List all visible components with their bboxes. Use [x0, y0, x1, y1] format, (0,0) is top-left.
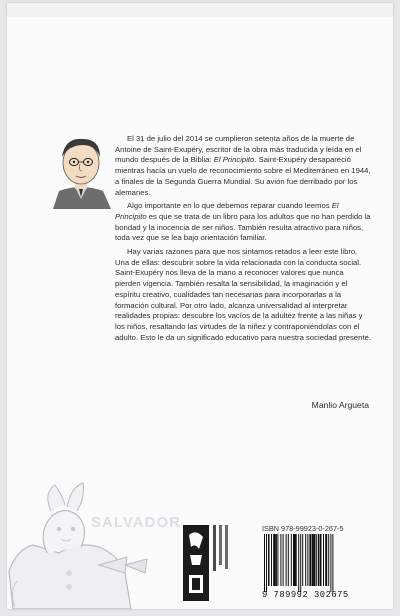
back-cover-text [115, 134, 371, 346]
book-title-italic: El Principito [115, 201, 339, 221]
isbn-label: ISBN 978-99923-0-267-5 [262, 524, 344, 533]
publisher-caption-lines [213, 525, 253, 595]
barcode-bar [277, 534, 278, 586]
barcode-bar [305, 534, 306, 586]
barcode-bar [323, 534, 324, 586]
author-portrait-illustration [45, 131, 117, 211]
barcode-bar [298, 534, 299, 592]
barcode-bar [328, 534, 329, 586]
text-run: es que se trata de un libro para los adultos que no han perdido la bondad y la inocencia de ser niños. También resulta atractivo para niños, toda vez que se lea bajo orientación familiar. [115, 211, 371, 243]
paragraph-1 [115, 134, 371, 198]
paragraph-2 [115, 201, 371, 244]
barcode-block [262, 524, 377, 604]
text-run: Hay varias razones para que nos sintamos retados a leer este libro. Una de ellas: descubrir sobre la vida relacionada con la conducta social. Saint-Exupéry nos lleva de la mano a reconocer valores que nunca pierden vigencia. También resalta la sensibilidad, la imaginación y el espíritu creativo, cualidades tan necesarias para incorporarlas a la formación cultural. Por otro lado, alcanza universalidad al interpretar realidades propias: descubre los vacíos de la adultez frente a las niñas y los niños, resaltando las virtudes de la niñez y contraponiéndolas con el adulto. Esto le da un significado educativo para nuestra sociedad presente. [115, 247, 371, 342]
barcode-bar [332, 534, 333, 592]
top-edge [7, 3, 393, 17]
barcode-bar [302, 534, 303, 586]
barcode-bar [312, 534, 314, 586]
barcode-bar [286, 534, 287, 586]
barcode-bar [314, 534, 316, 586]
barcode-bar [266, 534, 267, 592]
barcode-bar [268, 534, 270, 586]
barcode-bar [300, 534, 301, 592]
barcode-bar [273, 534, 275, 586]
barcode-bar [264, 534, 265, 592]
barcode-bar [330, 534, 331, 592]
author-signature: Manlio Argueta [311, 400, 369, 410]
text-run: Algo importante en lo que debemos reparar cuando leemos [127, 201, 332, 211]
barcode-bar [316, 534, 317, 586]
paragraph-3 [115, 247, 371, 343]
little-prince-illustration [7, 461, 197, 609]
barcode-bar [320, 534, 322, 586]
barcode-bar [271, 534, 272, 586]
barcode-number: 9 789992 302675 [262, 590, 349, 600]
barcode-bar [275, 534, 277, 586]
barcode-bar [318, 534, 320, 586]
barcode-bar [295, 534, 297, 586]
publisher-watermark: SALVADOR [91, 514, 181, 531]
book-title-italic: El Principito [213, 155, 255, 165]
barcode-bar [291, 534, 292, 586]
barcode-bar [309, 534, 311, 586]
barcode-bar [280, 534, 281, 586]
back-cover [7, 3, 393, 609]
text-run: . Saint-Exupéry desapareció mientras hacía un vuelo de reconocimiento sobre el Mediterráneo en 1944, a finales de la Segunda Guerra Mundial. Su avión fue derribado por los alemanes. [115, 155, 371, 197]
barcode-bar [293, 534, 295, 586]
barcode-bar [283, 534, 284, 586]
text-run: El 31 de julio del 2014 se cumplieron setenta años de la muerte de Antoine de Saint-Exupéry, escritor de la obra más traducida y leída en el mundo después de la Biblia: [115, 134, 362, 165]
barcode-bar [307, 534, 308, 586]
barcode-bars [262, 534, 370, 592]
barcode-bar [325, 534, 327, 586]
barcode-bar [288, 534, 289, 586]
dpi-publisher-logo [183, 525, 209, 601]
